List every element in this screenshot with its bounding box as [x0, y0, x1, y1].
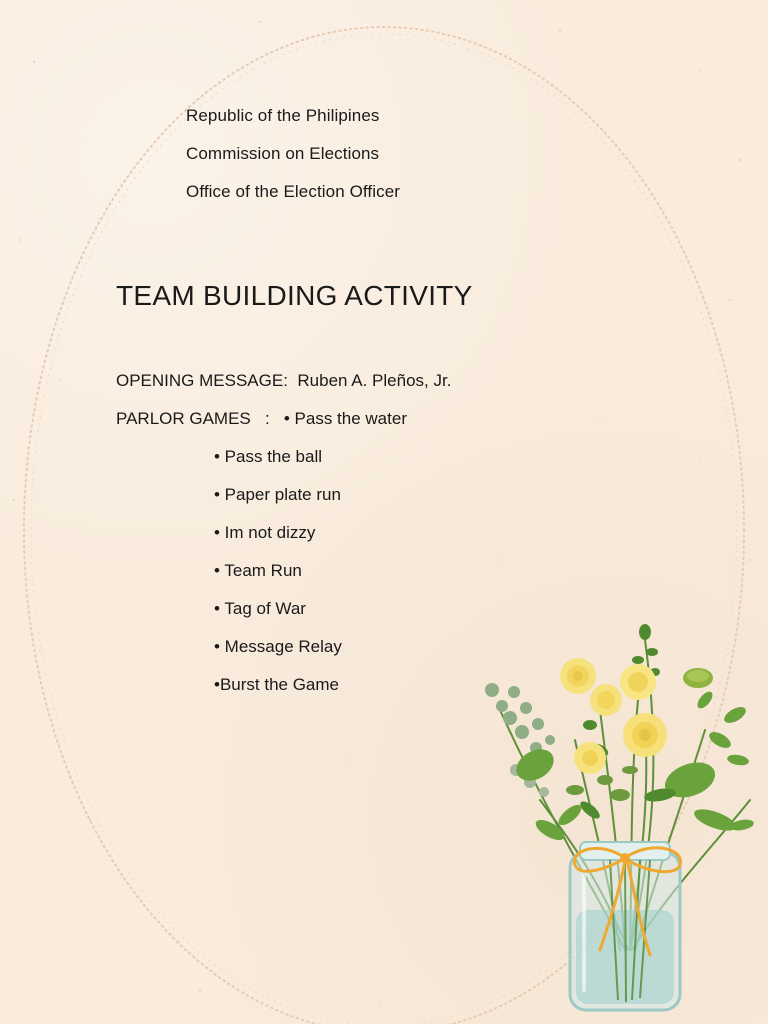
opening-message-row: [116, 362, 451, 400]
game-pass-the-ball: • Pass the ball: [214, 447, 323, 466]
parlor-games-row: [116, 400, 451, 438]
game-pass-the-water: • Pass the water: [283, 409, 407, 428]
page-title: TEAM BUILDING ACTIVITY: [116, 280, 473, 311]
header-office: Office of the Election Officer: [186, 182, 401, 201]
game-message-relay: • Message Relay: [214, 637, 342, 656]
game-im-not-dizzy: • Im not dizzy: [214, 523, 316, 542]
game-burst-the-game: •Burst the Game: [214, 675, 340, 694]
opening-message-label: OPENING MESSAGE:: [116, 371, 288, 390]
program-block: [116, 362, 451, 438]
game-team-run: • Team Run: [214, 561, 302, 580]
flower-bouquet-icon: [480, 620, 765, 1020]
game-paper-plate-run: • Paper plate run: [214, 485, 341, 504]
header-republic: Republic of the Philipines: [186, 106, 380, 125]
header-block: [186, 97, 400, 211]
parlor-games-separator: :: [264, 409, 270, 428]
header-commission: Commission on Elections: [186, 144, 380, 163]
parlor-games-list: [214, 438, 342, 704]
parlor-games-label: PARLOR GAMES: [116, 409, 251, 428]
game-tag-of-war: • Tag of War: [214, 599, 306, 618]
opening-speaker: Ruben A. Pleños, Jr.: [297, 371, 452, 390]
